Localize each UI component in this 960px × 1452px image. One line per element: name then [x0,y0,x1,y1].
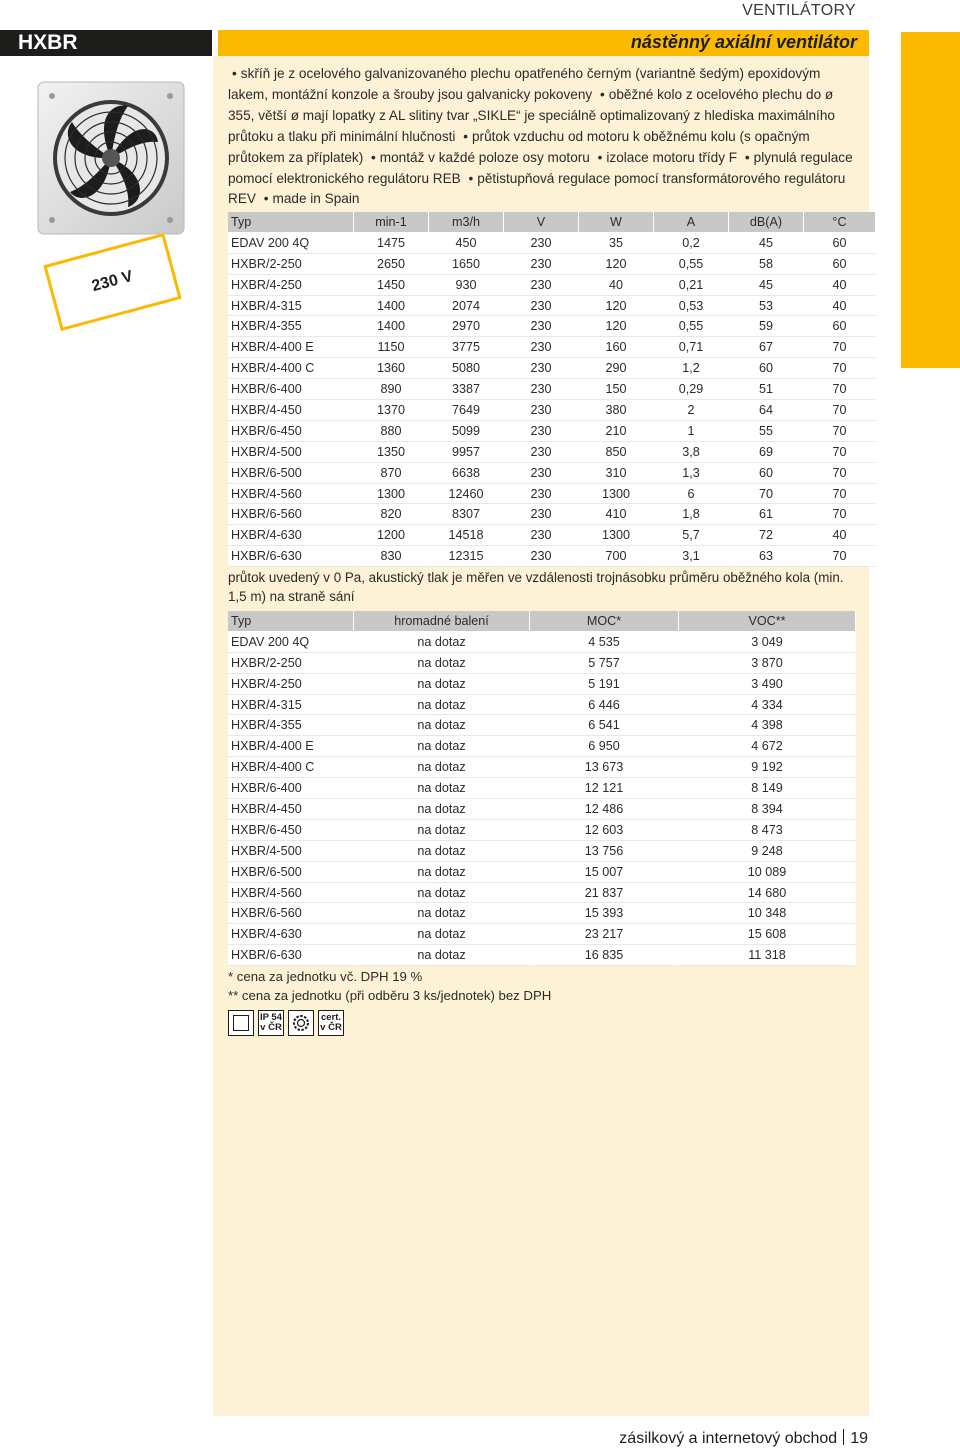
table-cell: 0,55 [654,316,729,337]
table-cell: 70 [804,337,876,358]
table-cell: 2074 [429,296,504,317]
table-cell: 310 [579,463,654,484]
table-cell: 55 [729,421,804,442]
footer-text: zásilkový a internetový obchod [619,1430,838,1447]
table-cell: 930 [429,275,504,296]
spec-note: průtok uvedený v 0 Pa, akustický tlak je měřen ve vzdálenosti trojnásobku průměru oběžného kola (min. 1,5 m) na straně sání [228,570,844,604]
table-cell: HXBR/4-355 [228,316,354,337]
bullet-icon: • [463,128,468,144]
table-row [228,715,856,736]
table-cell: 1360 [354,358,429,379]
table-cell: 1400 [354,316,429,337]
table-row [228,757,856,778]
table-cell: 0,2 [654,233,729,254]
footer-separator [843,1429,844,1445]
table-cell: HXBR/4-560 [228,484,354,505]
table-row [228,632,856,653]
table-cell: HXBR/6-400 [228,778,354,799]
page-footer [619,1429,868,1448]
table-row [228,903,856,924]
column-header: V [504,212,579,233]
bullet-icon: • [597,149,603,165]
table-row [228,442,876,463]
table-cell: 3 870 [679,653,856,674]
table-cell: EDAV 200 4Q [228,233,354,254]
column-header: hromadné balení [354,611,530,632]
table-cell: 410 [579,504,654,525]
table-cell: 210 [579,421,654,442]
table-row [228,653,856,674]
table-cell: 63 [729,546,804,567]
table-cell: 60 [804,233,876,254]
table-row [228,799,856,820]
table-row [228,316,876,337]
bullet-icon: • [232,66,237,81]
table-cell: HXBR/4-400 C [228,757,354,778]
footnote-voc: ** cena za jednotku (při odběru 3 ks/jednotek) bez DPH [228,988,552,1003]
table-cell: 230 [504,463,579,484]
bullet-icon: • [600,86,605,102]
table-cell: 4 535 [530,632,679,653]
table-row [228,674,856,695]
table-cell: 380 [579,400,654,421]
table-cell: 40 [804,525,876,546]
table-row [228,841,856,862]
table-cell: 9957 [429,442,504,463]
table-cell: 1400 [354,296,429,317]
table-cell: 60 [729,463,804,484]
table-cell: 1,8 [654,504,729,525]
table-row [228,736,856,757]
table-cell: 11 318 [679,945,856,966]
table-cell: 8307 [429,504,504,525]
table-cell: 830 [354,546,429,567]
table-cell: 8 149 [679,778,856,799]
table-cell: 6 950 [530,736,679,757]
table-cell: 3775 [429,337,504,358]
table-cell: 450 [429,233,504,254]
bullet-icon: • [263,191,269,207]
table-cell: 820 [354,504,429,525]
table-cell: HXBR/2-250 [228,653,354,674]
table-cell: 230 [504,504,579,525]
table-row [228,924,856,945]
section-label: VENTILÁTORY [742,2,856,19]
table-cell: 51 [729,379,804,400]
column-header: Typ [228,212,354,233]
table-cell: 0,71 [654,337,729,358]
double-insulation-icon [228,1010,254,1036]
table-cell: 45 [729,233,804,254]
column-header: W [579,212,654,233]
table-row [228,525,876,546]
ip54-badge [258,1010,284,1036]
table-cell: 23 217 [530,924,679,945]
table-cell: 1200 [354,525,429,546]
table-cell: EDAV 200 4Q [228,632,354,653]
table-cell: 45 [729,275,804,296]
table-cell: na dotaz [354,945,530,966]
table-cell: 700 [579,546,654,567]
table-cell: 120 [579,316,654,337]
table-row [228,862,856,883]
table-cell: 850 [579,442,654,463]
spec-table-header [228,212,876,233]
table-cell: HXBR/6-500 [228,862,354,883]
table-cell: 0,21 [654,275,729,296]
table-cell: 1370 [354,400,429,421]
table-cell: na dotaz [354,695,530,716]
table-cell: 890 [354,379,429,400]
page-title: nástěnný axiální ventilátor [630,32,857,52]
table-cell: HXBR/4-450 [228,400,354,421]
table-cell: 6638 [429,463,504,484]
table-cell: 230 [504,484,579,505]
table-cell: 3387 [429,379,504,400]
table-cell: 70 [804,504,876,525]
page-number: 19 [850,1430,868,1447]
table-cell: 5099 [429,421,504,442]
table-cell: 70 [729,484,804,505]
table-cell: 870 [354,463,429,484]
table-cell: 1475 [354,233,429,254]
table-cell: HXBR/4-500 [228,841,354,862]
table-cell: HXBR/4-500 [228,442,354,463]
table-cell: 2 [654,400,729,421]
spec-table [228,212,876,567]
description-item: izolace motoru třídy F [606,149,738,165]
table-cell: na dotaz [354,924,530,945]
column-header: °C [804,212,876,233]
ip54-country: v ČR [260,1022,282,1033]
table-row [228,337,876,358]
table-cell: 70 [804,484,876,505]
table-cell: HXBR/4-630 [228,525,354,546]
table-cell: 9 248 [679,841,856,862]
table-cell: 70 [804,358,876,379]
table-cell: 14 680 [679,883,856,904]
table-cell: 69 [729,442,804,463]
table-cell: 150 [579,379,654,400]
description-item: made in Spain [272,191,360,207]
ip54-label: IP 54 [259,1012,282,1023]
table-cell: HXBR/6-450 [228,820,354,841]
table-cell: 230 [504,421,579,442]
model-code-tab: HXBR [0,30,212,56]
table-cell: 5 757 [530,653,679,674]
table-cell: 67 [729,337,804,358]
table-cell: 6 [654,484,729,505]
table-cell: HXBR/2-250 [228,254,354,275]
table-cell: 15 393 [530,903,679,924]
cert-label: cert. [320,1012,342,1023]
description-item: oběžné kolo z ocelového plechu do ø 355, větší ø mají lopatky z AL slitiny tvar „SIKLE“ je speciálně optimalizovaný z hlediska maximálního průtoku a tlaku při minimální hlučnosti [228,86,835,144]
column-header: min-1 [354,212,429,233]
table-cell: HXBR/4-400 E [228,736,354,757]
table-cell: 230 [504,316,579,337]
column-header: Typ [228,611,354,632]
table-cell: HXBR/4-315 [228,695,354,716]
table-cell: HXBR/4-400 E [228,337,354,358]
column-header: VOC** [679,611,856,632]
title-band [218,30,869,56]
table-cell: na dotaz [354,820,530,841]
table-row [228,504,876,525]
table-cell: 230 [504,296,579,317]
table-cell: HXBR/6-560 [228,903,354,924]
description-item: plynulá regulace pomocí elektronického regulátoru REB [228,149,853,186]
cert-badge [318,1010,344,1036]
table-cell: 1,3 [654,463,729,484]
table-cell: na dotaz [354,674,530,695]
table-row [228,695,856,716]
table-row [228,546,876,567]
table-cell: 4 672 [679,736,856,757]
table-cell: 1300 [579,525,654,546]
price-table [228,611,856,966]
table-cell: 70 [804,379,876,400]
table-cell: 880 [354,421,429,442]
table-cell: 12315 [429,546,504,567]
description-item: průtok vzduchu od motoru k oběžnému kolu (s opačným průtokem za příplatek) [228,128,810,165]
table-cell: 1300 [354,484,429,505]
table-row [228,400,876,421]
table-cell: 53 [729,296,804,317]
table-cell: 13 756 [530,841,679,862]
table-cell: 120 [579,254,654,275]
table-cell: 6 541 [530,715,679,736]
table-cell: HXBR/4-315 [228,296,354,317]
table-cell: 4 334 [679,695,856,716]
table-row [228,296,876,317]
table-cell: 12 486 [530,799,679,820]
table-row [228,254,876,275]
table-row [228,379,876,400]
table-cell: na dotaz [354,862,530,883]
table-cell: 40 [804,296,876,317]
table-cell: 13 673 [530,757,679,778]
table-cell: 230 [504,275,579,296]
table-cell: HXBR/4-250 [228,674,354,695]
table-cell: 230 [504,358,579,379]
table-cell: 230 [504,400,579,421]
table-row [228,945,856,966]
column-header: MOC* [530,611,679,632]
table-row [228,820,856,841]
table-cell: 3 490 [679,674,856,695]
bullet-icon: • [371,149,376,165]
table-cell: 3 049 [679,632,856,653]
table-cell: na dotaz [354,903,530,924]
table-cell: HXBR/6-450 [228,421,354,442]
table-cell: na dotaz [354,715,530,736]
table-cell: 70 [804,442,876,463]
table-cell: 0,29 [654,379,729,400]
table-cell: 14518 [429,525,504,546]
table-cell: na dotaz [354,632,530,653]
price-table-header [228,611,856,632]
table-cell: 15 608 [679,924,856,945]
table-cell: HXBR/6-500 [228,463,354,484]
table-cell: 5080 [429,358,504,379]
table-row [228,358,876,379]
table-cell: 0,53 [654,296,729,317]
fan-product-image [36,80,186,236]
table-cell: 230 [504,254,579,275]
table-row [228,484,876,505]
table-row [228,421,876,442]
table-cell: 230 [504,337,579,358]
table-cell: 2970 [429,316,504,337]
product-description [228,64,856,210]
certification-badges [228,1010,344,1036]
table-cell: HXBR/4-400 C [228,358,354,379]
table-cell: 60 [729,358,804,379]
voltage-label: 230 V [89,267,135,296]
table-row [228,463,876,484]
table-cell: 1300 [579,484,654,505]
table-cell: 7649 [429,400,504,421]
spec-table-body [228,233,876,567]
table-cell: 16 835 [530,945,679,966]
table-cell: 1 [654,421,729,442]
voltage-badge [43,233,181,331]
table-row [228,233,876,254]
table-cell: 2650 [354,254,429,275]
table-cell: 230 [504,546,579,567]
table-cell: 60 [804,316,876,337]
table-cell: 5 191 [530,674,679,695]
table-cell: 64 [729,400,804,421]
table-cell: na dotaz [354,883,530,904]
description-item: skříň je z ocelového galvanizovaného plechu opatřeného černým (variantně šedým) epoxidovým lakem, montážní konzole a šrouby jsou galvanicky pokoveny [228,66,821,102]
table-row [228,778,856,799]
description-item: pětistupňová regulace pomocí transformátorového regulátoru REV [228,170,846,207]
table-cell: 6 446 [530,695,679,716]
table-cell: HXBR/4-560 [228,883,354,904]
table-cell: 9 192 [679,757,856,778]
table-cell: 58 [729,254,804,275]
table-cell: 12 121 [530,778,679,799]
column-header: m3/h [429,212,504,233]
table-cell: 0,55 [654,254,729,275]
table-cell: 1,2 [654,358,729,379]
table-cell: HXBR/4-250 [228,275,354,296]
column-header: dB(A) [729,212,804,233]
table-row [228,275,876,296]
table-cell: 10 348 [679,903,856,924]
table-cell: 15 007 [530,862,679,883]
price-table-body [228,632,856,966]
table-cell: HXBR/6-400 [228,379,354,400]
table-cell: 8 473 [679,820,856,841]
table-cell: 3,8 [654,442,729,463]
table-cell: HXBR/6-630 [228,546,354,567]
table-cell: HXBR/6-560 [228,504,354,525]
table-cell: na dotaz [354,841,530,862]
table-cell: na dotaz [354,778,530,799]
table-cell: 12460 [429,484,504,505]
table-cell: 70 [804,546,876,567]
table-cell: 12 603 [530,820,679,841]
bullet-icon: • [744,149,750,165]
table-cell: 60 [804,254,876,275]
table-cell: 40 [579,275,654,296]
table-cell: 21 837 [530,883,679,904]
table-cell: na dotaz [354,736,530,757]
table-cell: HXBR/4-630 [228,924,354,945]
table-cell: 230 [504,379,579,400]
table-cell: 35 [579,233,654,254]
table-cell: 290 [579,358,654,379]
table-cell: 72 [729,525,804,546]
footnotes [228,967,551,1005]
table-cell: HXBR/4-450 [228,799,354,820]
table-cell: 230 [504,525,579,546]
cert-country: v ČR [320,1022,342,1033]
table-cell: na dotaz [354,757,530,778]
column-header: A [654,212,729,233]
table-cell: HXBR/6-630 [228,945,354,966]
table-cell: na dotaz [354,653,530,674]
footnote-moc: * cena za jednotku vč. DPH 19 % [228,969,423,984]
table-row [228,883,856,904]
table-cell: 1650 [429,254,504,275]
bullet-icon: • [468,170,474,186]
table-cell: 230 [504,442,579,463]
table-cell: 1150 [354,337,429,358]
side-color-bar [901,32,960,368]
table-cell: 1450 [354,275,429,296]
table-cell: 1350 [354,442,429,463]
table-cell: 59 [729,316,804,337]
table-cell: 70 [804,400,876,421]
description-item: montáž v každé poloze osy motoru [379,149,590,165]
table-cell: HXBR/4-355 [228,715,354,736]
table-cell: 120 [579,296,654,317]
table-cell: 5,7 [654,525,729,546]
table-cell: 70 [804,463,876,484]
gear-cert-icon [288,1010,314,1036]
table-cell: 4 398 [679,715,856,736]
table-cell: 160 [579,337,654,358]
table-cell: 230 [504,233,579,254]
table-cell: 8 394 [679,799,856,820]
table-cell: 10 089 [679,862,856,883]
table-cell: 70 [804,421,876,442]
table-cell: 61 [729,504,804,525]
table-cell: na dotaz [354,799,530,820]
table-cell: 3,1 [654,546,729,567]
table-cell: 40 [804,275,876,296]
